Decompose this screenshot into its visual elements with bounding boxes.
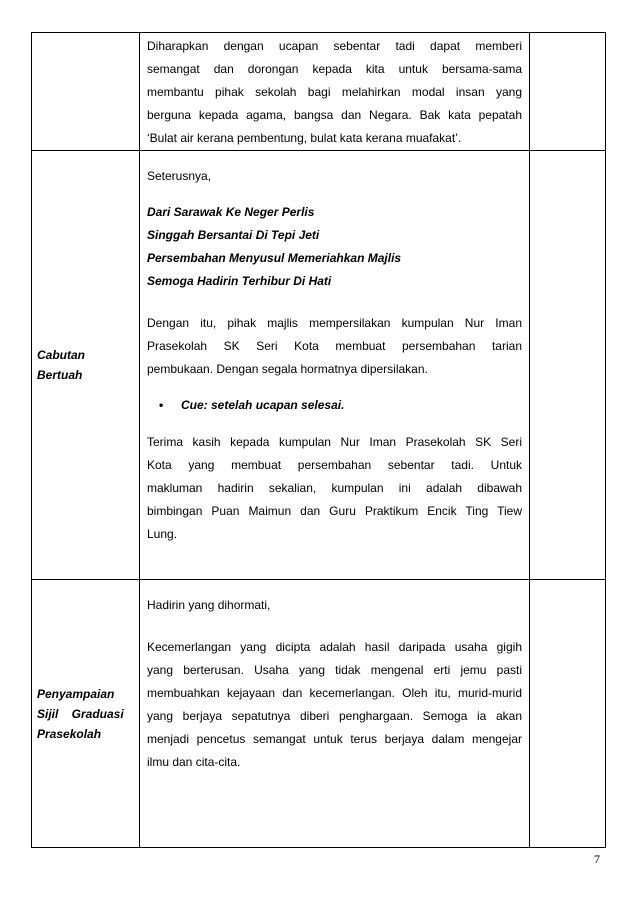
text-line: membantu pihak sekolah bagi melahirkan modal insan yang [147,85,522,99]
greeting-text: Seterusnya, [147,169,212,183]
label-cell-empty [32,33,140,151]
paragraph [147,636,522,774]
text-line: semangat dan dorongan kepada kita untuk bersama-sama [147,62,522,76]
content-cell [140,151,530,580]
label-cell [32,151,140,580]
notes-cell [530,151,606,580]
text-line: Kota yang membuat persembahan sebentar tadi. Untuk [147,458,522,472]
paragraph [147,431,522,546]
cue-text: Cue: setelah ucapan selesai. [181,398,345,412]
row-label: Prasekolah [37,726,102,741]
row-label: Sijil Graduasi [37,706,124,721]
cue-item [147,394,522,417]
text-line: makluman hadirin sekalian, kumpulan ini adalah dibawah [147,481,522,495]
text-line: menjadi pencetus semangat untuk terus berjaya dalam mengejar [147,732,522,746]
text-line: berguna kepada agama, bangsa dan Negara. Bak kata pepatah [147,108,522,122]
text-line: Terima kasih kepada kumpulan Nur Iman Prasekolah SK Seri [147,435,522,449]
table-row [32,151,606,580]
text-line: Kecemerlangan yang dicipta adalah hasil daripada usaha gigih [147,640,522,654]
script-table [31,32,606,848]
text-line: Lung. [147,527,178,541]
pantun-line: Semoga Hadirin Terhibur Di Hati [147,274,332,288]
row-label: Bertuah [37,368,83,382]
content-cell [140,33,530,151]
notes-cell [530,580,606,848]
pantun-line: Singgah Bersantai Di Tepi Jeti [147,228,320,242]
text-line: Prasekolah SK Seri Kota membuat persembahan tarian [147,339,522,353]
pantun [147,201,522,293]
greeting-text: Hadirin yang dihormati, [147,598,271,612]
text-line: membuahkan kejayaan dan kecemerlangan. Oleh itu, murid-murid [147,686,522,700]
bullet-icon: • [159,398,164,412]
page-number: 7 [594,852,600,866]
text-line: ‘Bulat air kerana pembentung, bulat kata kerana muafakat’. [147,131,462,145]
paragraph [147,33,522,150]
text-line: Dengan itu, pihak majlis mempersilakan kumpulan Nur Iman [147,316,522,330]
pantun-line: Dari Sarawak Ke Neger Perlis [147,205,315,219]
content-cell [140,580,530,848]
paragraph [147,312,522,381]
text-line: ilmu dan cita-cita. [147,755,241,769]
text-line: pembukaan. Dengan segala hormatnya dipersilakan. [147,362,428,376]
notes-cell [530,33,606,151]
pantun-line: Persembahan Menyusul Memeriahkan Majlis [147,251,402,265]
text-line: bimbingan Puan Maimun dan Guru Praktikum Encik Ting Tiew [147,504,522,518]
row-label: Penyampaian [37,686,115,701]
text-line: Diharapkan dengan ucapan sebentar tadi dapat memberi [147,39,522,53]
text-line: yang berjaya sepatutnya diberi penghargaan. Semoga ia akan [147,709,522,723]
text-line: yang berterusan. Usaha yang tidak mengenal erti jemu pasti [147,663,522,677]
table-row [32,33,606,151]
table-row [32,580,606,848]
row-label: Cabutan [37,348,85,362]
label-cell [32,580,140,848]
